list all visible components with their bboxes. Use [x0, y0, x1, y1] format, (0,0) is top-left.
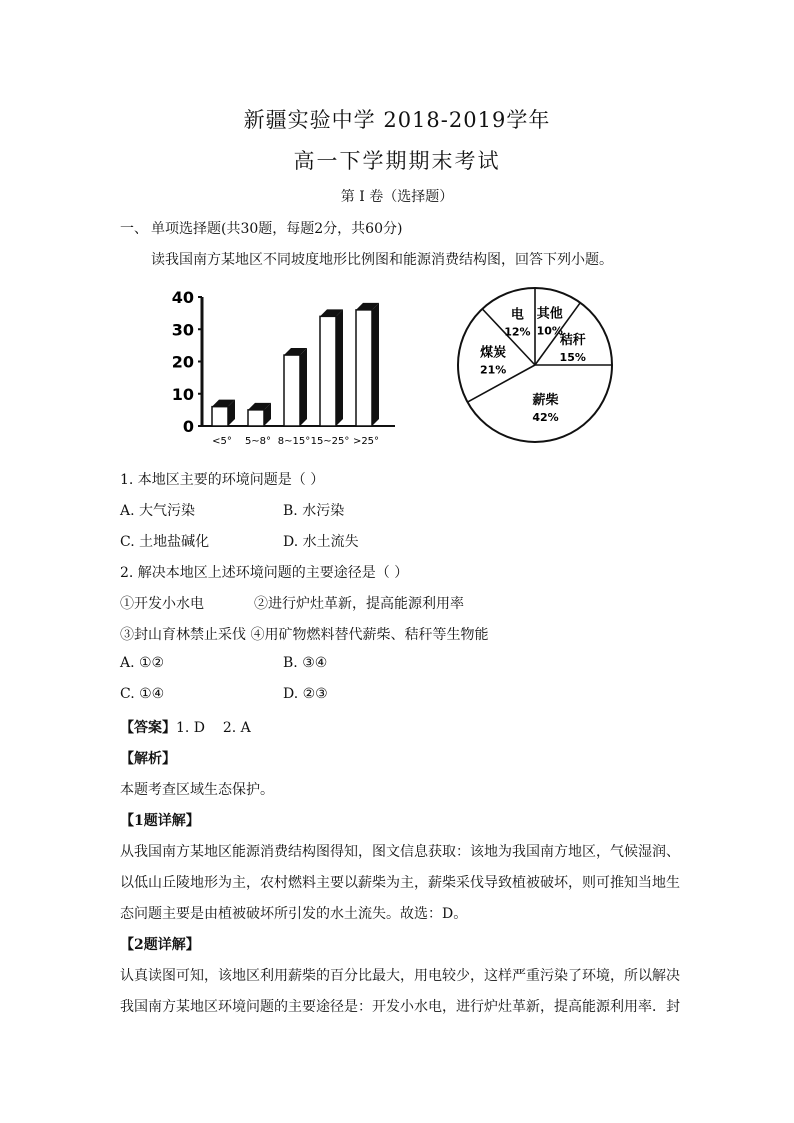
- slope-bar-chart: [170, 285, 405, 455]
- q2-option-d: D. ②③: [283, 686, 328, 702]
- q2-measure-3-4: ③封山育林禁止采伐 ④用矿物燃料替代薪柴、秸秆等生物能: [120, 627, 489, 643]
- bar: [212, 407, 228, 426]
- section-title: 第 I 卷（选择题）: [340, 189, 454, 205]
- bar-side: [372, 303, 379, 426]
- answer-label: 【答案】: [120, 720, 176, 736]
- pie-slice-percent: 15%: [559, 350, 586, 364]
- q2-option-a: A. ①②: [120, 655, 165, 671]
- x-tick-label: 15~25°: [310, 436, 350, 447]
- detail1-line2: 以低山丘陵地形为主，农村燃料主要以薪柴为主，薪柴采伐导致植被破坏，则可推知当地生: [120, 875, 680, 891]
- detail1-line1: 从我国南方某地区能源消费结构图得知，图文信息获取：该地为我国南方地区，气候湿润、: [120, 844, 680, 860]
- pie-slice-label: 薪柴: [532, 393, 559, 409]
- x-tick-label: 8~15°: [277, 436, 311, 447]
- exam-subtitle: 高一下学期期末考试: [293, 149, 501, 173]
- analysis-label: 【解析】: [120, 751, 176, 767]
- q1-option-a: A. 大气污染: [120, 503, 196, 519]
- pie-slice-label: 其他: [536, 306, 563, 322]
- analysis-text: 本题考查区域生态保护。: [120, 782, 274, 798]
- bar: [284, 355, 300, 426]
- q1-option-d: D. 水土流失: [283, 534, 359, 550]
- bar: [320, 316, 336, 426]
- detail1-label: 【1题详解】: [120, 813, 200, 829]
- y-tick-label: 30: [171, 320, 194, 340]
- x-tick-label: 5~8°: [244, 436, 272, 447]
- q2-measure-2: ②进行炉灶革新，提高能源利用率: [254, 596, 464, 612]
- pie-slice-percent: 42%: [532, 411, 559, 425]
- q2-option-b: B. ③④: [283, 655, 328, 671]
- document-title: 新疆实验中学 2018-2019学年: [243, 108, 551, 132]
- bar-side: [336, 309, 343, 426]
- detail2-line2: 我国南方某地区环境问题的主要途径是：开发小水电，进行炉灶革新，提高能源利用率．封: [120, 999, 680, 1015]
- x-tick-label: <5°: [212, 436, 232, 447]
- pie-slice-label: 秸秆: [559, 332, 586, 348]
- y-tick-label: 0: [182, 417, 194, 436]
- pie-slice-label: 电: [510, 307, 524, 323]
- bar: [248, 410, 264, 426]
- bar-side: [300, 348, 307, 426]
- pie-slice-label: 煤炭: [480, 345, 507, 361]
- pie-slice-percent: 12%: [504, 325, 531, 339]
- q1-option-b: B. 水污染: [283, 503, 345, 519]
- y-tick-label: 10: [171, 384, 194, 404]
- part-number: 一、: [120, 221, 148, 237]
- answer-text: 1. D 2. A: [176, 720, 251, 736]
- q2-stem: 2. 解决本地区上述环境问题的主要途径是（ ）: [120, 565, 409, 581]
- q2-measure-1: ①开发小水电: [120, 596, 204, 612]
- pie-slice-percent: 10%: [536, 324, 563, 338]
- q2-option-c: C. ①④: [120, 686, 165, 702]
- answer-line: [120, 717, 251, 737]
- bar: [356, 310, 372, 426]
- pie-slice-percent: 21%: [479, 363, 507, 377]
- q1-option-c: C. 土地盐碱化: [120, 534, 210, 550]
- part-heading: 单项选择题(共30题，每题2分，共60分): [151, 221, 403, 237]
- q1-stem: 1. 本地区主要的环境问题是（ ）: [120, 472, 325, 488]
- y-tick-label: 40: [171, 288, 194, 307]
- x-tick-label: >25°: [352, 436, 380, 447]
- energy-pie-chart: [450, 285, 620, 445]
- question-intro: 读我国南方某地区不同坡度地形比例图和能源消费结构图，回答下列小题。: [151, 252, 613, 268]
- detail2-label: 【2题详解】: [120, 937, 200, 953]
- detail2-line1: 认真读图可知，该地区利用薪柴的百分比最大，用电较少，这样严重污染了环境，所以解决: [120, 968, 680, 984]
- y-tick-label: 20: [171, 352, 194, 372]
- detail1-line3: 态问题主要是由植被破坏所引发的水土流失。故选：D。: [120, 906, 468, 922]
